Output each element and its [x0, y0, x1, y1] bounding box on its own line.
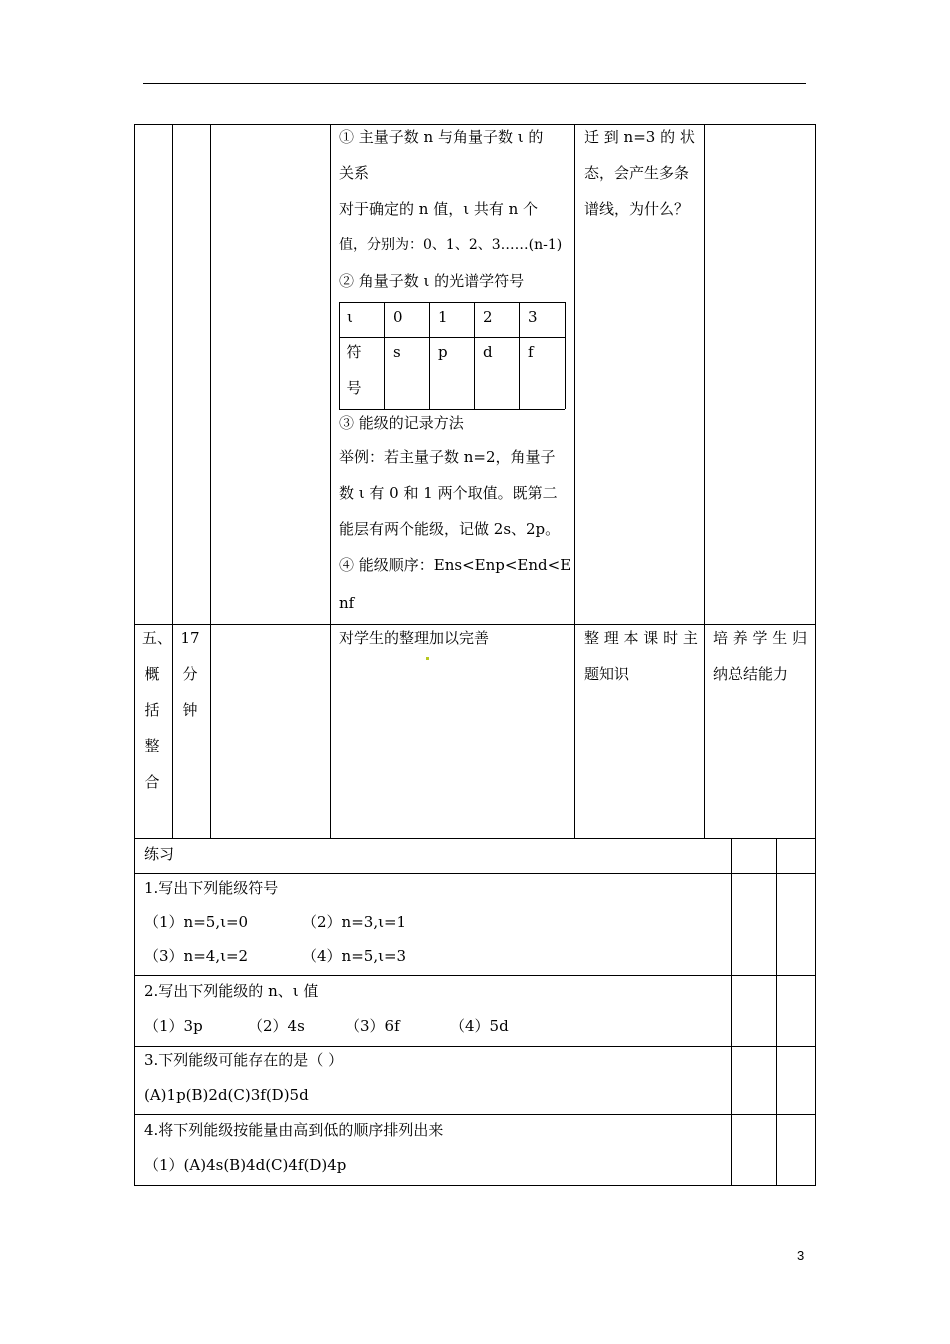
exercise-border-bottom: [134, 1185, 816, 1186]
question-2-item: （1）3p: [144, 1017, 203, 1035]
question-1-item: （3）n=4,ι=2: [144, 947, 249, 965]
exercise-border-right: [815, 838, 816, 1185]
inner-table-col: [474, 302, 475, 409]
inner-header-cell: 2: [483, 308, 493, 326]
content-line: 谱线，为什么？: [584, 200, 690, 218]
content-line: 举例：若主量子数 n=2，角量子: [339, 448, 556, 466]
table-border-bottom: [134, 838, 816, 839]
table-border-right: [815, 124, 816, 838]
question-1-item: （2）n=3,ι=1: [302, 913, 407, 931]
question-1-item: （4）n=5,ι=3: [302, 947, 407, 965]
inner-row-cell: 符号: [346, 343, 362, 397]
inner-table-col: [519, 302, 520, 409]
content-line: 关系: [339, 164, 370, 182]
content-line: 值，分别为：0、1、2、3……(n-1): [339, 237, 563, 253]
table-col-divider: [704, 124, 705, 838]
question-2-item: （3）6f: [345, 1017, 400, 1035]
content-line: 数 ι 有 0 和 1 两个取值。既第二: [339, 484, 558, 502]
teacher-activity: 对学生的整理加以完善: [339, 629, 490, 647]
question-2-title: 2.写出下列能级的 n、ι 值: [144, 982, 319, 1000]
question-2-item: （4）5d: [450, 1017, 509, 1035]
page-number: 3: [797, 1248, 805, 1263]
design-intent: 培 养 学 生 归: [713, 629, 808, 647]
table-col-divider: [210, 124, 211, 838]
inner-table-left: [339, 302, 340, 409]
inner-row-cell: d: [483, 343, 493, 361]
content-line: ④ 能级顺序：Ens<Enp<End<E: [339, 556, 572, 574]
exercise-border-left: [134, 838, 135, 1185]
exercise-col-divider: [776, 838, 777, 1185]
inner-header-cell: 3: [528, 308, 538, 326]
exercise-title: 练习: [144, 845, 175, 863]
student-activity: 整 理 本 课 时 主: [584, 629, 698, 647]
stage-label: 五、概括整合: [142, 629, 173, 791]
content-line: 能层有两个能级，记做 2s、2p。: [339, 520, 561, 538]
content-line: 态，会产生多条: [584, 164, 690, 182]
table-col-divider: [172, 124, 173, 838]
header-rule: [143, 83, 806, 84]
inner-header-cell: 1: [438, 308, 448, 326]
inner-header-cell: 0: [393, 308, 403, 326]
inner-table-col: [429, 302, 430, 409]
table-col-divider: [330, 124, 331, 838]
content-line: ② 角量子数 ι 的光谱学符号: [339, 272, 525, 290]
content-line: nf: [339, 594, 355, 612]
table-col-divider: [574, 124, 575, 838]
question-2-item: （2）4s: [248, 1017, 305, 1035]
inner-row-cell: s: [393, 343, 401, 361]
design-intent: 纳总结能力: [713, 665, 789, 683]
inner-row-cell: p: [438, 343, 448, 361]
content-line: ① 主量子数 n 与角量子数 ι 的: [339, 128, 544, 146]
question-4-options: （1）(A)4s(B)4d(C)4f(D)4p: [144, 1156, 347, 1174]
question-4-title: 4.将下列能级按能量由高到低的顺序排列出来: [144, 1121, 444, 1139]
inner-table-col: [384, 302, 385, 409]
exercise-col-divider: [731, 838, 732, 1185]
content-line: 迁 到 n=3 的 状: [584, 128, 695, 146]
content-line: 对于确定的 n 值，ι 共有 n 个: [339, 200, 539, 218]
duration-label: 17分钟: [180, 629, 200, 719]
inner-table-right: [565, 302, 566, 409]
inner-row-cell: f: [528, 343, 534, 361]
question-3-title: 3.下列能级可能存在的是（ ）: [144, 1051, 344, 1069]
marker-dot: [426, 657, 429, 660]
question-3-options: (A)1p(B)2d(C)3f(D)5d: [144, 1086, 309, 1104]
question-1-item: （1）n=5,ι=0: [144, 913, 249, 931]
question-1-title: 1.写出下列能级符号: [144, 879, 279, 897]
student-activity: 题知识: [584, 665, 630, 683]
inner-header-cell: ι: [347, 308, 353, 326]
table-border-left: [134, 124, 135, 838]
content-line: ③ 能级的记录方法: [339, 414, 464, 432]
